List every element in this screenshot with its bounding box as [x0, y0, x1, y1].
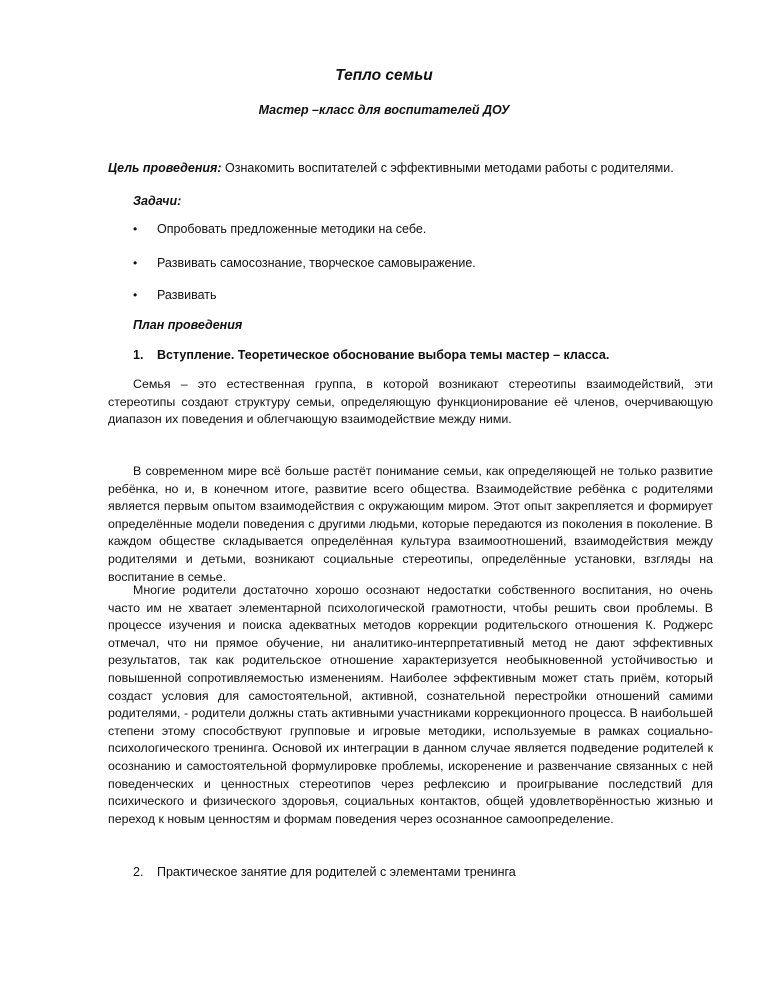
paragraph: Многие родители достаточно хорошо осознают недостатки собственного воспитания, но очень часто им не хватает элементарной психологической грамотности, чтобы решить свои проблемы. В процессе изучения и поиска адекватных методов коррекции родительского отношения К. Роджерс отмечал, что ни прямое обучение, ни аналитико-интерпретативный метод не дают эффективных результатов, так как родительское отношение характеризуется необыкновенной устойчивостью и повышенной сопротивляемостью изменениям. Наиболее эффективным может стать приём, который создаст условия для самостоятельной, активной, сознательной перестройки отношений самими родителями, - родители должны стать активными участниками коррекционного процесса. В наибольшей степени этому способствуют групповые и игровые методики, используемые в рамках социально-психологического тренинга. Основой их интеграции в данном случае является подведение родителей к осознанию и самостоятельной формулировке проблемы, искоренение и развенчание связанных с ней поведенческих и ценностных стереотипов через рефлексию и проигрывание последствий для психического и физического здоровья, социальных контактов, общей удовлетворённостью жизнью и переход к новым ценностям и формам поведения через осознанное самоопределение. — [108, 583, 713, 826]
paragraph: В современном мире всё больше растёт понимание семьи, как определяющей не только развитие ребёнка, но и, в конечном итоге, развитие всего общества. Взаимодействие ребёнка с родителями является первым опытом взаимодействия с окружающим миром. Этот опыт закрепляется и формирует определённые модели поведения с другими людьми, которые передаются из поколения в поколение. В каждом обществе складывается определённая культура взаимоотношений, взаимодействия между родителями и детьми, возникают социальные стереотипы, определённые установки, взгляды на воспитание в семье. — [108, 464, 713, 584]
task-text: Опробовать предложенные методики на себе. — [157, 222, 427, 236]
document-subtitle: Мастер –класс для воспитателей ДОУ — [258, 103, 510, 117]
step-text: Вступление. Теоретическое обоснование выбора темы мастер – класса. — [157, 348, 610, 362]
plan-heading: План проведения — [133, 318, 243, 332]
step-text: Практическое занятие для родителей с элементами тренинга — [157, 865, 516, 879]
bullet-icon: • — [133, 256, 138, 270]
goal-text: Ознакомить воспитателей с эффективными методами работы с родителями. — [221, 161, 674, 175]
task-text: Развивать — [157, 288, 217, 302]
step-number: 1. — [133, 348, 144, 362]
task-item — [133, 222, 426, 236]
bullet-icon: • — [133, 222, 138, 236]
bullet-icon: • — [133, 288, 138, 302]
plan-step-1 — [133, 348, 609, 362]
task-item — [133, 288, 217, 302]
step-number: 2. — [133, 865, 144, 879]
task-item — [133, 256, 476, 270]
task-text: Развивать самосознание, творческое самовыражение. — [157, 256, 476, 270]
plan-step-2 — [133, 865, 516, 879]
document-title: Тепло семьи — [335, 67, 433, 84]
goal-label: Цель проведения: — [108, 161, 222, 175]
goal-line — [108, 161, 718, 175]
paragraph: Семья – это естественная группа, в которой возникают стереотипы взаимодействий, эти стереотипы создают структуру семьи, определяющую функционирование её членов, очерчивающую диапазон их поведения и облегчающую взаимодействие между ними. — [108, 377, 713, 427]
tasks-heading: Задачи: — [133, 194, 182, 208]
